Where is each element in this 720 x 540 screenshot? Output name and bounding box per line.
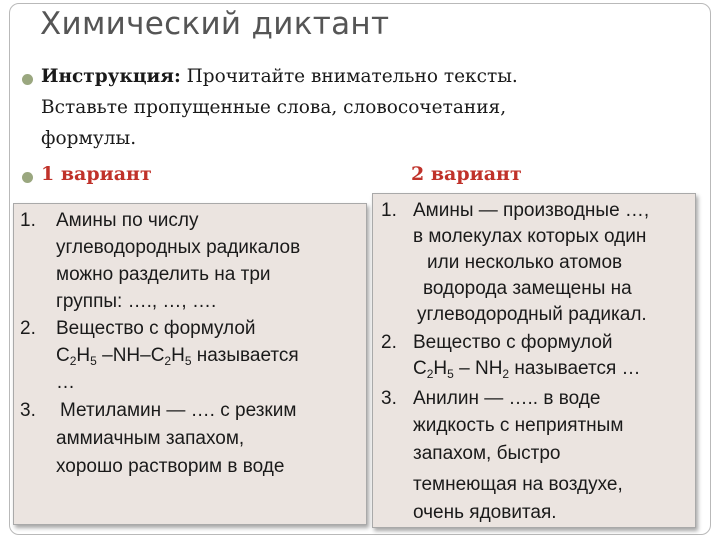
q2-formula-line [56, 345, 299, 367]
variant-1-panel [13, 203, 367, 525]
q1-line-1: Амины по числу [56, 210, 199, 231]
formula-subscript: 5 [447, 367, 454, 381]
q3-number: 3. [381, 388, 397, 409]
q1-line-2: в молекулах которых один [413, 226, 647, 247]
formula-subscript: 5 [90, 354, 97, 368]
formula-subscript: 2 [426, 367, 434, 381]
variant-1-label: 1 вариант [41, 163, 152, 185]
q1-line-2: углеводородных радикалов [56, 237, 301, 258]
q3-line-2: жидкость с неприятным [413, 415, 624, 436]
q3-line-5: очень ядовитая. [413, 502, 557, 523]
bullet-icon [22, 172, 33, 183]
q1-line-4: группы: …., …, …. [56, 291, 217, 312]
q3-line-1: Анилин — ….. в воде [413, 388, 601, 409]
slide-title: Химический диктант [40, 6, 390, 42]
formula-part: H [171, 345, 185, 366]
q1-number: 1. [381, 200, 397, 221]
formula-part: C [413, 358, 427, 379]
formula-part: H [76, 345, 91, 366]
instruction-line-1 [41, 66, 518, 87]
q3-line-3: запахом, быстро [413, 443, 561, 464]
instruction-line-3: формулы. [41, 128, 137, 149]
q1-line-4: водорода замещены на [423, 278, 632, 299]
formula-part: – NH [453, 358, 503, 379]
q3-line-2: аммиачным запахом, [56, 428, 245, 449]
formula-subscript: 2 [69, 354, 77, 368]
q1-number: 1. [20, 210, 36, 231]
formula-part: C [56, 345, 70, 366]
q2-number: 2. [381, 332, 397, 353]
formula-part: –NH–C [96, 345, 165, 366]
formula-subscript: 2 [164, 354, 172, 368]
q2-line-1: Вещество с формулой [413, 332, 613, 353]
q3-number: 3. [20, 400, 36, 421]
q1-line-5: углеводородный радикал. [417, 304, 647, 325]
variant-2-label: 2 вариант [411, 163, 522, 185]
q3-line-4: темнеющая на воздухе, [413, 474, 623, 495]
q1-line-1: Амины — производные …, [413, 200, 650, 221]
q1-line-3: можно разделить на три [56, 264, 271, 285]
q2-line-1: Вещество с формулой [56, 318, 256, 339]
q3-line-3: хорошо растворим в воде [56, 456, 285, 477]
formula-part: называется [191, 345, 299, 366]
q2-number: 2. [20, 318, 36, 339]
instruction-text-1: Прочитайте внимательно тексты. [186, 66, 518, 87]
formula-part: H [433, 358, 448, 379]
instruction-label: Инструкция: [41, 66, 181, 87]
formula-subscript: 5 [184, 354, 192, 368]
q1-line-3: или несколько атомов [427, 252, 623, 273]
formula-subscript: 2 [502, 367, 510, 381]
formula-part: называется … [509, 358, 641, 379]
q2-formula-line [413, 358, 641, 380]
q2-line-3: … [56, 372, 75, 393]
instruction-line-2: Вставьте пропущенные слова, словосочетания, [41, 97, 507, 118]
bullet-icon [22, 74, 33, 85]
q3-line-1: Метиламин — …. с резким [60, 400, 297, 421]
variant-2-panel [372, 193, 696, 528]
